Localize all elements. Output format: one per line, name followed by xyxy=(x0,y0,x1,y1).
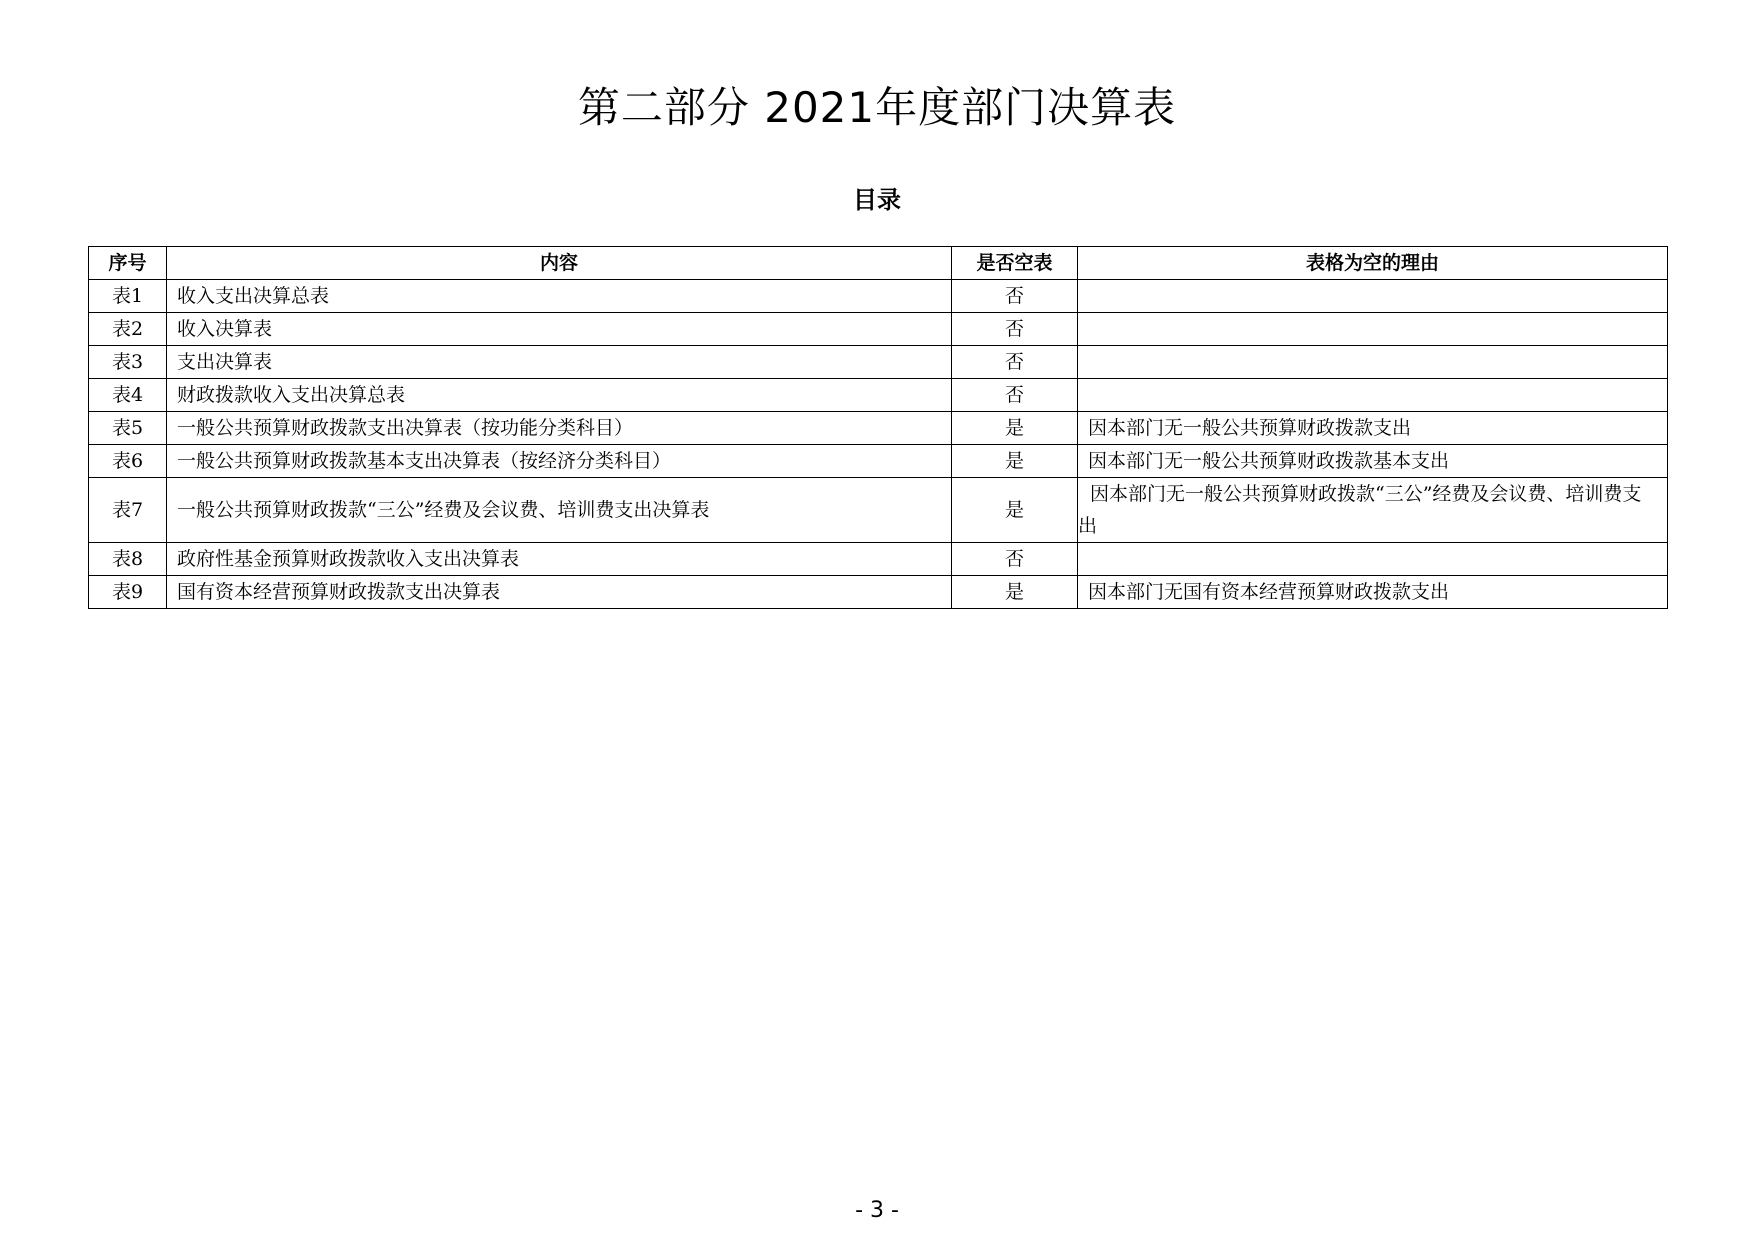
toc-table xyxy=(88,246,1668,609)
row-no: 表1 xyxy=(89,280,167,313)
toc-heading: 目录 xyxy=(853,186,901,214)
row-no: 表5 xyxy=(89,412,167,445)
row-reason xyxy=(1078,379,1668,412)
header-content: 内容 xyxy=(167,247,952,280)
row-empty: 是 xyxy=(952,478,1078,543)
row-empty: 是 xyxy=(952,412,1078,445)
row-no: 表9 xyxy=(89,576,167,609)
row-no: 表7 xyxy=(89,478,167,543)
row-no: 表4 xyxy=(89,379,167,412)
table-row xyxy=(89,313,1668,346)
row-reason: 因本部门无一般公共预算财政拨款支出 xyxy=(1078,412,1668,445)
header-no: 序号 xyxy=(89,247,167,280)
row-reason: 因本部门无一般公共预算财政拨款“三公”经费及会议费、培训费支出 xyxy=(1078,478,1668,543)
row-empty: 是 xyxy=(952,445,1078,478)
row-content: 支出决算表 xyxy=(167,346,952,379)
row-content: 政府性基金预算财政拨款收入支出决算表 xyxy=(167,543,952,576)
table-header-row xyxy=(89,247,1668,280)
table-row xyxy=(89,576,1668,609)
row-reason: 因本部门无国有资本经营预算财政拨款支出 xyxy=(1078,576,1668,609)
table-row xyxy=(89,478,1668,543)
row-empty: 是 xyxy=(952,576,1078,609)
row-content: 财政拨款收入支出决算总表 xyxy=(167,379,952,412)
row-no: 表6 xyxy=(89,445,167,478)
table-row xyxy=(89,412,1668,445)
page-number: - 3 - xyxy=(855,1198,899,1223)
row-empty: 否 xyxy=(952,313,1078,346)
row-reason: 因本部门无一般公共预算财政拨款基本支出 xyxy=(1078,445,1668,478)
row-no: 表3 xyxy=(89,346,167,379)
table-row xyxy=(89,543,1668,576)
row-content: 一般公共预算财政拨款基本支出决算表（按经济分类科目） xyxy=(167,445,952,478)
row-content: 国有资本经营预算财政拨款支出决算表 xyxy=(167,576,952,609)
header-empty: 是否空表 xyxy=(952,247,1078,280)
row-reason xyxy=(1078,543,1668,576)
row-content: 一般公共预算财政拨款支出决算表（按功能分类科目） xyxy=(167,412,952,445)
row-empty: 否 xyxy=(952,346,1078,379)
row-content: 收入支出决算总表 xyxy=(167,280,952,313)
row-empty: 否 xyxy=(952,543,1078,576)
header-reason: 表格为空的理由 xyxy=(1078,247,1668,280)
table-row xyxy=(89,379,1668,412)
row-reason xyxy=(1078,280,1668,313)
table-row xyxy=(89,445,1668,478)
table-row xyxy=(89,346,1668,379)
row-empty: 否 xyxy=(952,379,1078,412)
row-no: 表8 xyxy=(89,543,167,576)
table-row xyxy=(89,280,1668,313)
row-content: 收入决算表 xyxy=(167,313,952,346)
row-empty: 否 xyxy=(952,280,1078,313)
row-content: 一般公共预算财政拨款“三公”经费及会议费、培训费支出决算表 xyxy=(167,478,952,543)
row-reason xyxy=(1078,313,1668,346)
page-title: 第二部分 2021年度部门决算表 xyxy=(577,83,1177,132)
row-reason xyxy=(1078,346,1668,379)
row-no: 表2 xyxy=(89,313,167,346)
